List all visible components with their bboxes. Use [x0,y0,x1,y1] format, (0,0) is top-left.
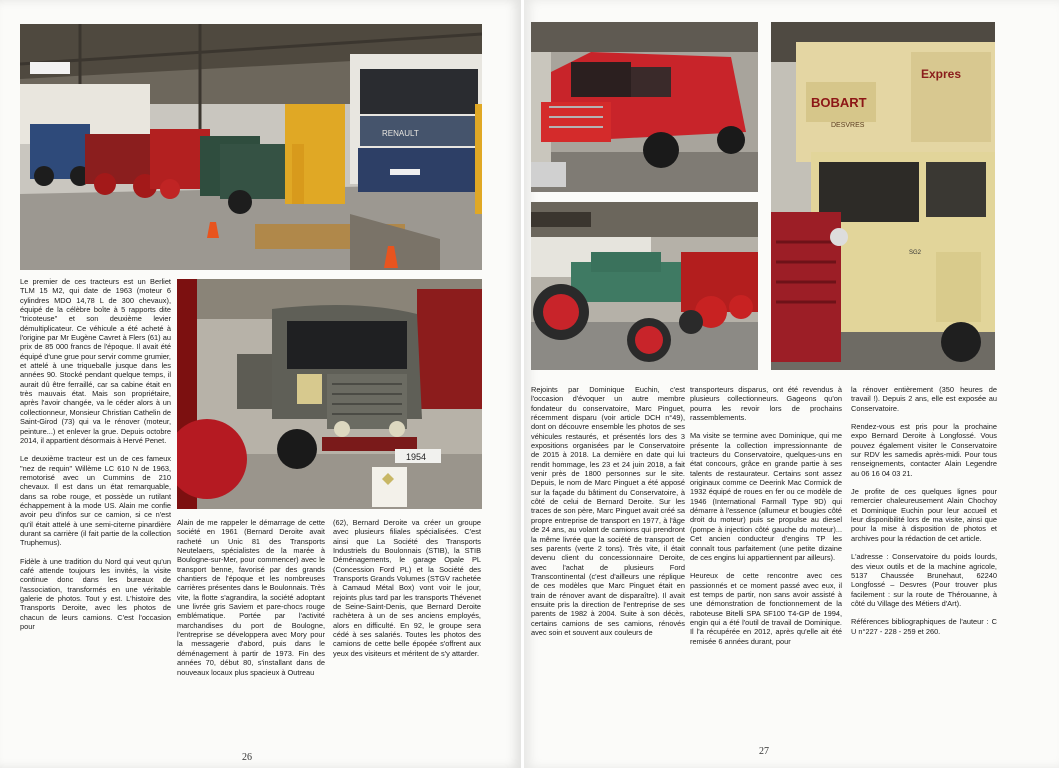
right-column-3 [851,385,997,636]
paragraph: Références bibliographiques de l'auteur : C U n°227 - 228 - 259 et 260. [851,617,997,636]
paragraph: Le deuxième tracteur est un de ces fameux "nez de requin" Willème LC 610 N de 1963, remotorisé avec un Cummins de 210 chevaux. Il est dans un état remarquable, dans sa robe rouge, et possède un rutilant échappement à la mode US. Alain me confie avoir peu d'infos sur ce camion, si ce n'est qu'il était attelé à une semi-citerne pinardière durant sa carrière (il fait partie de la collection Truphemus). [20,454,171,548]
left-column-2 [177,518,325,677]
paragraph: Heureux de cette rencontre avec ces passionnés et ce moment passé avec eux, il est temps de partir, non sans avoir assisté à une démonstration de fonctionnement de la raboteuse Bitelli SPA SF100 T4-GP de 1994, engin qui a été l'outil de travail de Dominique. Il l'a récupérée en 2012, après qu'elle ait été remisée 6 années durant, pour [690,571,842,646]
van-sign-text: BOBART [811,95,867,110]
photo-yellow-van [771,22,995,370]
photo-warehouse-trucks [20,24,482,270]
plate-text: 1954 [406,452,427,462]
paragraph: Ma visite se termine avec Dominique, qui me présente la collection impressionnante de tracteurs du Conservatoire, quelques-uns en état concours, grâce en grande partie à ses talents de restaurateur. Certains sont assez originaux comme ce Deerink Mac Cormick de 1932 équipé de roues en fer ou ce modèle de 1946 (International Farmall Type 9D) qui démarre à l'essence (allumeur et bougies côté droit du moteur) puis se propulse au diesel (pompe à injection côté gauche du moteur)... Cet ancien conducteur d'engins TP les connaît tous parfaitement (une petite dizaine de ces engins lui appartiennent par ailleurs). [690,431,842,562]
paragraph: Le premier de ces tracteurs est un Berliet TLM 15 M2, qui date de 1963 (moteur 6 cylindres MDO 14,78 L de 300 chevaux), équipé de la célèbre boîte à 5 rapports dite "tricoteuse" et son deuxième levier démultiplicateur. Ce véhicule a été acheté à l'origine par Mr Eugène Cavret à Flers (61) au prix de 85 000 francs de l'époque. Il avait été équipé d'une grue pour servir comme grumier, et attelé à une triqueballe jusque dans les années 90. Stocké pendant quelque temps, il aurait dû être ferraillé, car sa cabine était en très mauvais état. Mais son propriétaire, après l'avoir changée, va le céder alors à un collectionneur, Monsieur Christian Cathelin de Saint-Girod (73) qui va le rénover (moteur, peinture...) et enlever la grue. Depuis octobre 2014, il appartient désormais à Hervé Penet. [20,277,171,445]
paragraph: Alain de me rappeler le démarrage de cette société en 1961 (Bernard Deroite avait racheté un Unic 81 des Transports Neutelaers, spécialistes de la marée à Boulogne-sur-Mer, pour commencer) avec le transport benne, favorisé par des grands chantiers de l'époque et les nombreuses carrières présentes dans le Boulonnais. Très vite, la flotte s'agrandira, la société adoptant une livrée gris Saviem et pare-chocs rouge emblématique. Portée par l'activité marchandises du port de Boulogne, l'entreprise se développera avec Mory pour la messagerie d'abord, puis dans le déménagement à partir de 1973. Fin des années 70, début 80, s'installant dans de nouveaux locaux plus spacieux à Outreau [177,518,325,677]
photo-grey-truck [177,279,482,509]
paragraph: Je profite de ces quelques lignes pour remercier chaleureusement Alain Chochoy et Dominique Euchin pour leur accueil et leur disponibilité lors de ma visite, ainsi que pour la mise à disposition de photos et archives pour la rédaction de cet article. [851,487,997,543]
photo-red-truck [531,22,758,192]
left-column-1 [20,277,171,631]
page-number-left: 26 [242,752,252,763]
paragraph: la rénover entièrement (350 heures de travail !). Depuis 2 ans, elle est exposée au Conservatoire. [851,385,997,413]
left-page [0,0,521,768]
left-column-3 [333,518,481,658]
right-page [524,0,1059,768]
paragraph: L'adresse : Conservatoire du poids lourds, des vieux outils et de la machine agricole, 5137 Chaussée Brunehaut, 62240 Longfossé – Desvres (Pour trouver plus facilement : sur la route de Thérouanne, à côté du Village des Métiers d'Art). [851,552,997,608]
van-sub-text: Expres [921,67,962,81]
right-column-2 [690,385,842,646]
paragraph: transporteurs disparus, ont été revendus à plusieurs collectionneurs. Gageons qu'on pourra les revoir lors de prochains rassemblements. [690,385,842,423]
right-column-1 [531,385,685,637]
photo-green-tractor [531,202,758,370]
van-city-text: DESVRES [831,122,865,129]
paragraph: (62), Bernard Deroite va créer un groupe avec plusieurs filiales spécialisées. C'est ainsi que La Société des Transports Industriels du Boulonnais (STIB), la STIB Déménagements, le garage Opale PL (Concession Ford PL) et la Société des Transports Grands Volumes (STGV rachetée à Camaud Métal Box) vont voir le jour, rejoints plus tard par les transports Thévenet de Seine-Saint-Denis, que Bernard Deroite rachètera à un de ses anciens employés, alors en difficulté. En 92, le groupe sera cédé à ses salariés. Toutes les photos des camions de cette belle épopée s'offrent aux yeux des visiteurs et méritent de s'y attarder. [333,518,481,658]
paragraph: Fidèle à une tradition du Nord qui veut qu'un café attende toujours les invités, la visite continue donc dans les bureaux de l'association, transformés en une véritable galerie de photos. Tout y est. L'histoire des Transports Deroite, avec les photos de chacun de leurs camions. C'est l'occasion pour [20,556,171,632]
van-model-text: SG2 [909,250,922,256]
renault-grille-text: RENAULT [382,129,419,138]
page-number-right: 27 [759,746,769,757]
paragraph: Rendez-vous est pris pour la prochaine expo Bernard Deroite à Longfossé. Vous pouvez également visiter le Conservatoire sur RDV les samedis après-midi. Pour tous renseignements, contacter Alain Legendre au 06 16 04 03 21. [851,422,997,478]
paragraph: Rejoints par Dominique Euchin, c'est l'occasion d'évoquer un autre membre fondateur du conservatoire, Marc Pinguet, récemment disparu (voir article DCH n°49), dont on découvre ensemble les photos de ses véhicules restaurés, et présentés lors des 3 expositions organisées par le Conservatoire de 2015 à 2018. La dernière en date qui lui rendit hommage, les 23 et 24 juin 2018, a fait venir près de 1800 personnes sur le site. Depuis, le nom de Marc Pinguet a été apposé sur la façade du bâtiment du Conservatoire, à côté de celui de Bernard Deroite. Sur les traces de son père, Marc Pinguet avait créé sa propre entreprise de transport en 1977, à l'âge de 24 ans, au volant de camions qui prendront la même livrée que la société de transport de ses parents (verte 2 tons). Très vite, il était devenu client du concessionnaire Deroite, avec l'achat de plusieurs Ford Transcontinental (c'est d'ailleurs une réplique de ces modèles que Marc Pinguet était en train de rénover avant de disparaître). Il avait ensuite pris la direction de l'entreprise de ses parents de 1982 à 2004. Suite à son décès, certains camions de ses camions, rénovés avec soin et souvent aux couleurs de [531,385,685,637]
